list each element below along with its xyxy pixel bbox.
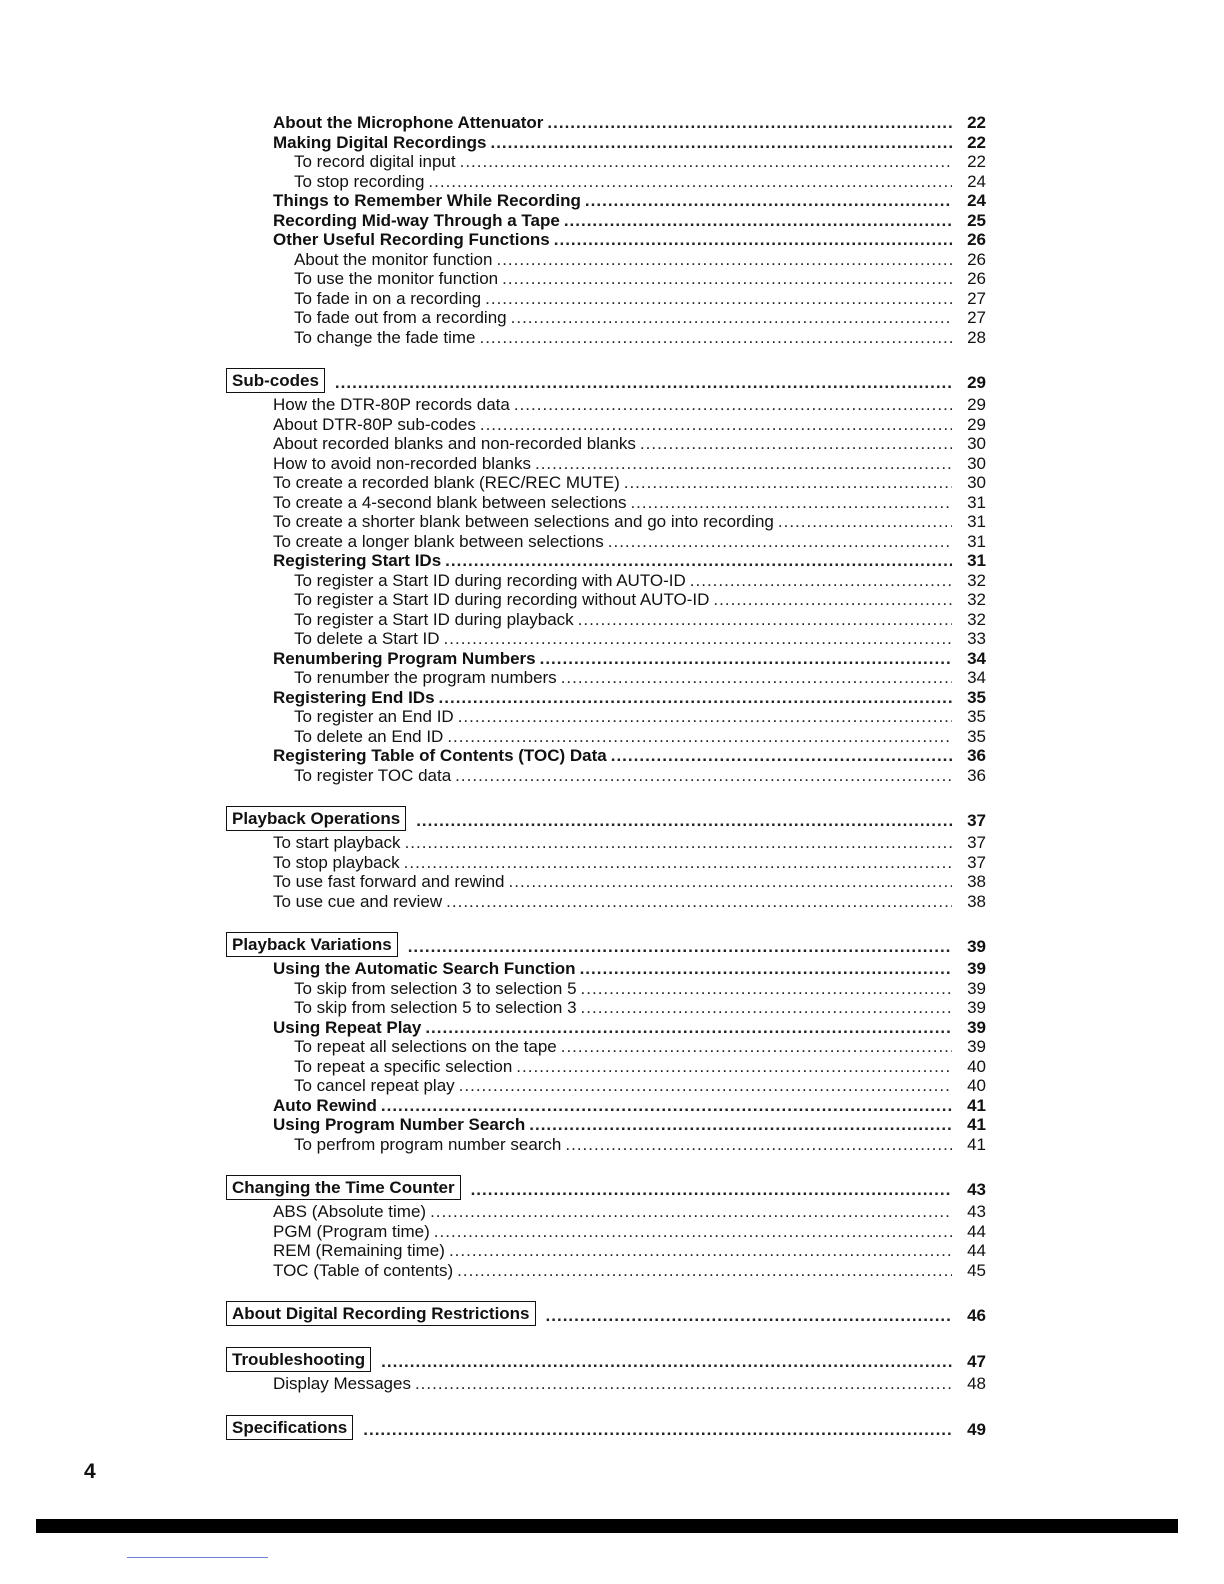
toc-subentry[interactable] — [226, 590, 986, 610]
toc-entry[interactable] — [226, 512, 986, 532]
dot-leader — [554, 230, 952, 250]
page-ref: 38 — [967, 891, 986, 911]
entry-title: To register a Start ID during recording without AUTO-ID — [294, 590, 710, 609]
dot-leader — [546, 1306, 952, 1326]
dot-leader — [405, 833, 952, 853]
toc-entry[interactable] — [226, 493, 986, 513]
entry-title: How the DTR-80P records data — [273, 395, 510, 414]
section-title: Playback Variations — [226, 932, 398, 957]
page-ref: 32 — [967, 590, 986, 609]
toc-entry[interactable] — [226, 551, 986, 571]
dot-leader — [381, 1096, 952, 1116]
entry-title: To register a Start ID during playback — [294, 609, 574, 629]
dot-leader — [447, 727, 952, 747]
dot-leader — [439, 688, 952, 708]
toc-subentry[interactable] — [226, 707, 986, 727]
page-ref: 24 — [967, 191, 986, 210]
section-title: Changing the Time Counter — [226, 1175, 461, 1200]
page-ref: 31 — [967, 512, 986, 531]
page-ref: 44 — [967, 1221, 986, 1241]
dot-leader — [778, 512, 952, 532]
entry-title: Using Repeat Play — [273, 1017, 422, 1037]
table-of-contents — [226, 113, 986, 1442]
page-ref: 35 — [967, 687, 986, 707]
page-ref: 31 — [967, 492, 986, 512]
page-ref: 32 — [967, 570, 986, 590]
dot-leader — [425, 1018, 952, 1038]
toc-subentry[interactable] — [226, 979, 986, 999]
entry-title: Using Program Number Search — [273, 1115, 526, 1134]
toc-entry[interactable] — [226, 395, 986, 415]
dot-leader — [455, 766, 952, 786]
entry-title: Registering End IDs — [273, 687, 435, 707]
toc-subentry[interactable] — [226, 152, 986, 172]
entry-title: Registering Table of Contents (TOC) Data — [273, 746, 607, 765]
entry-title: Registering Start IDs — [273, 551, 442, 570]
entry-title: Renumbering Program Numbers — [273, 648, 536, 668]
toc-entry[interactable] — [226, 532, 986, 552]
page-ref: 35 — [967, 707, 986, 726]
page-ref: 31 — [967, 551, 986, 570]
toc-entry[interactable] — [226, 1096, 986, 1116]
dot-leader — [444, 629, 952, 649]
dot-leader — [516, 1057, 952, 1077]
toc-subentry[interactable] — [226, 269, 986, 289]
page-ref: 39 — [967, 1037, 986, 1056]
toc-entry[interactable] — [226, 746, 986, 766]
dot-leader — [490, 133, 952, 153]
dot-leader — [547, 113, 952, 133]
dot-leader — [496, 250, 952, 270]
page-ref: 33 — [967, 629, 986, 648]
entry-title: To record digital input — [294, 152, 456, 171]
page-ref: 41 — [967, 1134, 986, 1154]
entry-title: To change the fade time — [294, 327, 476, 347]
page-ref: 27 — [967, 288, 986, 308]
page-ref: 49 — [967, 1419, 986, 1439]
toc-subentry[interactable] — [226, 289, 986, 309]
toc-section-heading[interactable] — [226, 931, 986, 957]
dot-leader — [460, 152, 952, 172]
toc-subentry[interactable] — [226, 250, 986, 270]
entry-title: To create a longer blank between selections — [273, 531, 604, 551]
toc-entry[interactable] — [226, 649, 986, 669]
entry-title: TOC (Table of contents) — [273, 1260, 454, 1280]
toc-entry[interactable] — [226, 230, 986, 250]
toc-entry[interactable] — [226, 434, 986, 454]
page-ref: 30 — [967, 434, 986, 453]
page-ref: 32 — [967, 609, 986, 629]
entry-title: Using the Automatic Search Function — [273, 959, 576, 978]
entry-title: How to avoid non-recorded blanks — [273, 453, 531, 473]
page-ref: 34 — [967, 668, 986, 687]
page-ref: 35 — [967, 726, 986, 746]
toc-entry[interactable] — [226, 1115, 986, 1135]
page-ref: 22 — [967, 132, 986, 152]
page-ref: 40 — [967, 1056, 986, 1076]
toc-section-heading[interactable] — [226, 805, 986, 831]
page-ref: 34 — [967, 648, 986, 668]
page-ref: 31 — [967, 531, 986, 551]
page-ref: 29 — [967, 395, 986, 414]
dot-leader — [459, 1076, 952, 1096]
toc-subentry[interactable] — [226, 1135, 986, 1155]
dot-leader — [581, 998, 952, 1018]
page-ref: 29 — [967, 373, 986, 392]
section-title: Playback Operations — [226, 806, 406, 831]
toc-entry[interactable] — [226, 892, 986, 912]
dot-leader — [408, 937, 952, 957]
dot-leader — [404, 853, 952, 873]
dot-leader — [608, 532, 952, 552]
page-ref: 26 — [967, 269, 986, 288]
toc-subentry[interactable] — [226, 328, 986, 348]
toc-entry[interactable] — [226, 1374, 986, 1394]
dot-leader — [415, 1374, 952, 1394]
entry-title: To skip from selection 3 to selection 5 — [294, 978, 577, 998]
entry-title: Things to Remember While Recording — [273, 191, 581, 210]
dot-leader — [458, 707, 952, 727]
dot-leader — [690, 571, 952, 591]
page-ref: 37 — [967, 811, 986, 830]
page-ref: 22 — [967, 152, 986, 171]
dot-leader — [630, 493, 952, 513]
entry-title: To fade in on a recording — [294, 288, 482, 308]
entry-title: To delete a Start ID — [294, 629, 440, 648]
entry-title: To stop recording — [294, 171, 425, 191]
dot-leader — [564, 211, 952, 231]
dot-leader — [578, 610, 952, 630]
entry-title: To cancel repeat play — [294, 1076, 455, 1095]
toc-section-heading[interactable] — [226, 367, 986, 393]
dot-leader — [580, 959, 952, 979]
toc-entry[interactable] — [226, 959, 986, 979]
toc-entry[interactable] — [226, 415, 986, 435]
section-title: About Digital Recording Restrictions — [226, 1301, 536, 1326]
entry-title: To start playback — [273, 833, 401, 852]
toc-section-heading[interactable] — [226, 1300, 986, 1326]
toc-subentry[interactable] — [226, 172, 986, 192]
page-ref: 27 — [967, 308, 986, 327]
entry-title: Recording Mid-way Through a Tape — [273, 210, 560, 230]
entry-title: To create a recorded blank (REC/REC MUTE) — [273, 473, 620, 492]
toc-entry[interactable] — [226, 473, 986, 493]
toc-entry[interactable] — [226, 1018, 986, 1038]
entry-title: To stop playback — [273, 852, 400, 872]
footer-rule — [36, 1519, 1178, 1533]
toc-subentry[interactable] — [226, 1037, 986, 1057]
dot-leader — [381, 1352, 952, 1372]
entry-title: To skip from selection 5 to selection 3 — [294, 998, 577, 1017]
dot-leader — [502, 269, 952, 289]
dot-leader — [416, 811, 952, 831]
page-ref: 45 — [967, 1260, 986, 1280]
toc-subentry[interactable] — [226, 766, 986, 786]
page-ref: 39 — [967, 937, 986, 956]
entry-title: Other Useful Recording Functions — [273, 230, 550, 249]
page-ref: 30 — [967, 473, 986, 492]
dot-leader — [585, 191, 952, 211]
dot-leader — [540, 649, 952, 669]
entry-title: Display Messages — [273, 1374, 411, 1393]
page-ref: 39 — [967, 1017, 986, 1037]
dot-leader — [363, 1420, 952, 1440]
entry-title: To register an End ID — [294, 707, 454, 726]
entry-title: About recorded blanks and non-recorded blanks — [273, 434, 636, 453]
entry-title: About the monitor function — [294, 249, 493, 269]
page-ref: 38 — [967, 872, 986, 891]
toc-subentry[interactable] — [226, 998, 986, 1018]
entry-title: To register TOC data — [294, 765, 452, 785]
page-ref: 44 — [967, 1241, 986, 1260]
entry-title: Making Digital Recordings — [273, 132, 487, 152]
toc-subentry[interactable] — [226, 308, 986, 328]
dot-leader — [611, 746, 952, 766]
dot-leader — [713, 590, 952, 610]
toc-entry[interactable] — [226, 454, 986, 474]
dot-leader — [624, 473, 952, 493]
page-ref: 26 — [967, 249, 986, 269]
section-title: Troubleshooting — [226, 1347, 371, 1372]
toc-section-heading[interactable] — [226, 1414, 986, 1440]
entry-title: To renumber the program numbers — [294, 668, 557, 687]
toc-entry[interactable] — [226, 113, 986, 133]
toc-entry[interactable] — [226, 1202, 986, 1222]
section-title: Specifications — [226, 1415, 353, 1440]
dot-leader — [529, 1115, 952, 1135]
dot-leader — [446, 892, 952, 912]
entry-title: To repeat a specific selection — [294, 1056, 513, 1076]
page-ref: 47 — [967, 1352, 986, 1371]
page-ref: 46 — [967, 1306, 986, 1325]
entry-title: To use fast forward and rewind — [273, 872, 505, 891]
page-ref: 39 — [967, 978, 986, 998]
dot-leader — [480, 415, 952, 435]
page-ref: 22 — [967, 113, 986, 132]
page-ref: 36 — [967, 765, 986, 785]
page-ref: 28 — [967, 327, 986, 347]
dot-leader — [561, 1037, 952, 1057]
entry-title: Auto Rewind — [273, 1095, 377, 1115]
dot-leader — [434, 1222, 952, 1242]
dot-leader — [640, 434, 952, 454]
page-ref: 39 — [967, 959, 986, 978]
page-ref: 26 — [967, 230, 986, 249]
page-ref: 40 — [967, 1076, 986, 1095]
toc-entry[interactable] — [226, 1261, 986, 1281]
entry-title: REM (Remaining time) — [273, 1241, 445, 1260]
toc-entry[interactable] — [226, 133, 986, 153]
entry-title: To register a Start ID during recording with AUTO-ID — [294, 570, 686, 590]
dot-leader — [514, 395, 952, 415]
page-ref: 25 — [967, 210, 986, 230]
page-ref: 41 — [967, 1095, 986, 1115]
toc-entry[interactable] — [226, 191, 986, 211]
page-ref: 37 — [967, 833, 986, 852]
toc-entry[interactable] — [226, 833, 986, 853]
page-ref: 39 — [967, 998, 986, 1017]
dot-leader — [428, 172, 952, 192]
page-ref: 43 — [967, 1202, 986, 1221]
entry-title: About the Microphone Attenuator — [273, 113, 544, 132]
toc-subentry[interactable] — [226, 668, 986, 688]
dot-leader — [511, 308, 952, 328]
dot-leader — [565, 1135, 952, 1155]
toc-entry[interactable] — [226, 853, 986, 873]
toc-subentry[interactable] — [226, 1057, 986, 1077]
toc-section-heading[interactable] — [226, 1174, 986, 1200]
dot-leader — [445, 551, 952, 571]
page-ref: 37 — [967, 852, 986, 872]
entry-title: About DTR-80P sub-codes — [273, 414, 476, 434]
toc-subentry[interactable] — [226, 1076, 986, 1096]
entry-title: To use the monitor function — [294, 269, 499, 288]
entry-title: PGM (Program time) — [273, 1221, 430, 1241]
dot-leader — [471, 1180, 952, 1200]
dot-leader — [581, 979, 952, 999]
toc-entry[interactable] — [226, 1241, 986, 1261]
toc-entry[interactable] — [226, 872, 986, 892]
entry-title: To create a 4-second blank between selections — [273, 492, 627, 512]
page-ref: 30 — [967, 453, 986, 473]
toc-entry[interactable] — [226, 1222, 986, 1242]
entry-title: To delete an End ID — [294, 726, 444, 746]
dot-leader — [535, 454, 952, 474]
dot-leader — [485, 289, 952, 309]
toc-entry[interactable] — [226, 211, 986, 231]
page-ref: 24 — [967, 171, 986, 191]
entry-title: To use cue and review — [273, 891, 443, 911]
toc-subentry[interactable] — [226, 610, 986, 630]
dot-leader — [479, 328, 952, 348]
entry-title: To repeat all selections on the tape — [294, 1037, 557, 1056]
entry-title: To create a shorter blank between selections and go into recording — [273, 512, 774, 531]
toc-subentry[interactable] — [226, 727, 986, 747]
dot-leader — [335, 373, 952, 393]
page-ref: 43 — [967, 1180, 986, 1199]
toc-section-heading[interactable] — [226, 1346, 986, 1372]
dot-leader — [457, 1261, 952, 1281]
dot-leader — [449, 1241, 952, 1261]
entry-title: ABS (Absolute time) — [273, 1202, 427, 1221]
toc-subentry[interactable] — [226, 629, 986, 649]
dot-leader — [561, 668, 952, 688]
dot-leader — [509, 872, 952, 892]
page-ref: 48 — [967, 1374, 986, 1393]
section-title: Sub-codes — [226, 368, 325, 393]
toc-entry[interactable] — [226, 688, 986, 708]
entry-title: To fade out from a recording — [294, 308, 507, 327]
dot-leader — [430, 1202, 952, 1222]
toc-subentry[interactable] — [226, 571, 986, 591]
underline-mark — [127, 1557, 268, 1558]
page-number: 4 — [84, 1460, 96, 1483]
page-ref: 41 — [967, 1115, 986, 1134]
page-ref: 36 — [967, 746, 986, 765]
entry-title: To perfrom program number search — [294, 1134, 562, 1154]
page-ref: 29 — [967, 414, 986, 434]
